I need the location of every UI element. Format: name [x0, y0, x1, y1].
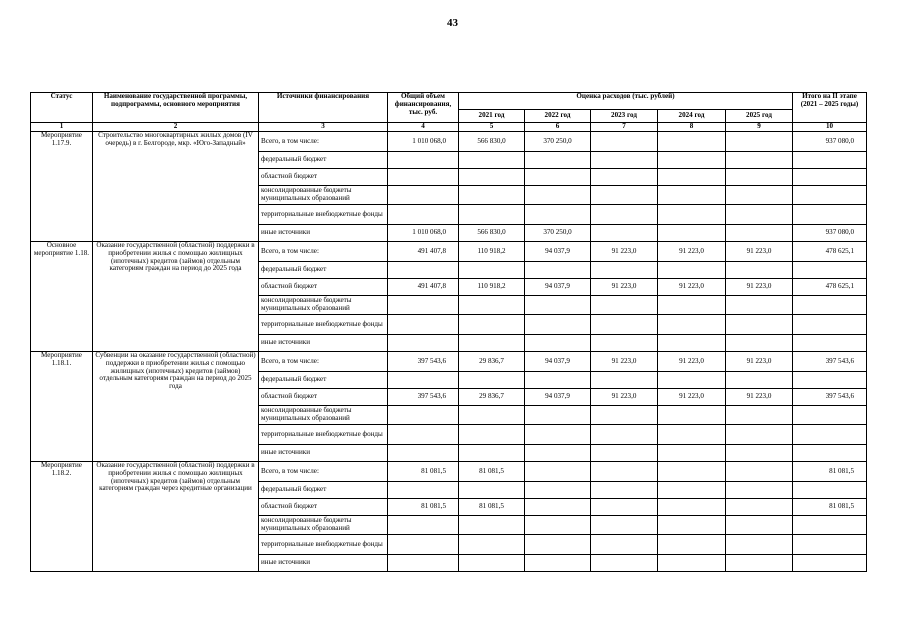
value-cell [726, 335, 793, 352]
value-cell [525, 335, 591, 352]
value-cell [658, 132, 726, 152]
value-cell: 91 223,0 [726, 352, 793, 372]
value-cell [591, 516, 658, 535]
value-cell: 370 250,0 [525, 225, 591, 242]
value-cell [726, 425, 793, 445]
value-cell [525, 499, 591, 516]
header-year-2025: 2025 год [726, 110, 793, 123]
value-cell: 94 037,9 [525, 242, 591, 262]
value-cell: 91 223,0 [726, 279, 793, 296]
value-cell: 478 625,1 [793, 279, 867, 296]
value-cell: 937 080,0 [793, 132, 867, 152]
source-cell: федеральный бюджет [259, 372, 388, 389]
value-cell [726, 152, 793, 169]
value-cell: 91 223,0 [658, 352, 726, 372]
source-cell: консолидированные бюджеты муниципальных образований [259, 516, 388, 535]
value-cell: 491 407,8 [388, 279, 459, 296]
value-cell: 91 223,0 [658, 242, 726, 262]
source-cell: территориальные внебюджетные фонды [259, 205, 388, 225]
header-total-volume: Общий объем финансирования, тыс. руб. [388, 93, 459, 123]
value-cell [726, 445, 793, 462]
table-body [31, 132, 867, 572]
value-cell [591, 186, 658, 205]
value-cell [388, 425, 459, 445]
value-cell [658, 169, 726, 186]
header-year-2021: 2021 год [459, 110, 525, 123]
value-cell [658, 296, 726, 315]
value-cell: 91 223,0 [591, 242, 658, 262]
value-cell [388, 262, 459, 279]
value-cell [591, 152, 658, 169]
column-number: 2 [93, 123, 259, 132]
value-cell: 397 543,6 [793, 389, 867, 406]
source-cell: областной бюджет [259, 499, 388, 516]
value-cell [591, 462, 658, 482]
value-cell: 94 037,9 [525, 389, 591, 406]
column-number: 7 [591, 123, 658, 132]
value-cell: 91 223,0 [591, 352, 658, 372]
value-cell [793, 335, 867, 352]
status-cell: Мероприятие 1.17.9. [31, 132, 93, 242]
table-row [31, 132, 867, 152]
value-cell [726, 132, 793, 152]
status-cell: Мероприятие 1.18.2. [31, 462, 93, 572]
value-cell [459, 445, 525, 462]
value-cell [388, 445, 459, 462]
value-cell [726, 555, 793, 572]
source-cell: областной бюджет [259, 389, 388, 406]
value-cell: 397 543,6 [388, 389, 459, 406]
value-cell [591, 296, 658, 315]
value-cell [525, 462, 591, 482]
value-cell [388, 315, 459, 335]
column-number: 5 [459, 123, 525, 132]
value-cell [793, 482, 867, 499]
value-cell [793, 186, 867, 205]
header-name: Наименование государственной программы, подпрограммы, основного мероприятия [93, 93, 259, 123]
table-row [31, 242, 867, 262]
value-cell [726, 372, 793, 389]
value-cell [658, 186, 726, 205]
value-cell [793, 516, 867, 535]
column-number: 4 [388, 123, 459, 132]
value-cell [658, 425, 726, 445]
value-cell [591, 372, 658, 389]
value-cell [388, 205, 459, 225]
value-cell [726, 535, 793, 555]
source-cell: федеральный бюджет [259, 262, 388, 279]
value-cell: 81 081,5 [388, 462, 459, 482]
value-cell [793, 372, 867, 389]
value-cell [793, 296, 867, 315]
value-cell [591, 132, 658, 152]
value-cell [591, 555, 658, 572]
value-cell [658, 499, 726, 516]
value-cell [726, 315, 793, 335]
value-cell [459, 315, 525, 335]
source-cell: Всего, в том числе: [259, 462, 388, 482]
value-cell [388, 516, 459, 535]
name-cell: Оказание государственной (областной) поддержки в приобретении жилья с помощью жилищных (ипотечных) кредитов (займов) отдельным категориям граждан через кредитные организации [93, 462, 259, 572]
column-number: 3 [259, 123, 388, 132]
value-cell [658, 152, 726, 169]
table-row [31, 352, 867, 372]
source-cell: территориальные внебюджетные фонды [259, 535, 388, 555]
value-cell [388, 406, 459, 425]
value-cell [726, 186, 793, 205]
value-cell [658, 315, 726, 335]
value-cell [591, 205, 658, 225]
value-cell: 937 080,0 [793, 225, 867, 242]
value-cell: 81 081,5 [388, 499, 459, 516]
value-cell [658, 406, 726, 425]
value-cell [726, 406, 793, 425]
value-cell [591, 425, 658, 445]
value-cell [388, 296, 459, 315]
column-number: 8 [658, 123, 726, 132]
name-cell: Строительство многоквартирных жилых домов (IV очередь) в г. Белгороде, мкр. «Юго-Западный» [93, 132, 259, 242]
value-cell [525, 516, 591, 535]
source-cell: Всего, в том числе: [259, 352, 388, 372]
value-cell [459, 205, 525, 225]
value-cell [658, 205, 726, 225]
status-cell: Мероприятие 1.18.1. [31, 352, 93, 462]
value-cell: 397 543,6 [793, 352, 867, 372]
value-cell [658, 262, 726, 279]
value-cell [388, 186, 459, 205]
value-cell: 94 037,9 [525, 352, 591, 372]
value-cell [525, 205, 591, 225]
value-cell [388, 482, 459, 499]
header-source: Источники финансирования [259, 93, 388, 123]
column-number: 9 [726, 123, 793, 132]
value-cell [591, 169, 658, 186]
value-cell [525, 315, 591, 335]
value-cell [525, 169, 591, 186]
value-cell [793, 445, 867, 462]
value-cell [726, 499, 793, 516]
column-number: 1 [31, 123, 93, 132]
header-year-2022: 2022 год [525, 110, 591, 123]
value-cell [793, 152, 867, 169]
source-cell: территориальные внебюджетные фонды [259, 315, 388, 335]
value-cell [726, 262, 793, 279]
value-cell: 91 223,0 [658, 389, 726, 406]
value-cell [525, 555, 591, 572]
page-number: 43 [447, 17, 458, 29]
value-cell [591, 225, 658, 242]
header-year-2023: 2023 год [591, 110, 658, 123]
value-cell [793, 425, 867, 445]
source-cell: консолидированные бюджеты муниципальных образований [259, 406, 388, 425]
source-cell: иные источники [259, 335, 388, 352]
value-cell [388, 152, 459, 169]
value-cell: 81 081,5 [793, 499, 867, 516]
value-cell [591, 535, 658, 555]
source-cell: Всего, в том числе: [259, 242, 388, 262]
value-cell [525, 425, 591, 445]
value-cell [726, 516, 793, 535]
value-cell [658, 445, 726, 462]
status-cell: Основное мероприятие 1.18. [31, 242, 93, 352]
value-cell: 110 918,2 [459, 279, 525, 296]
header-itogo: Итого на II этапе (2021 – 2025 годы) [793, 93, 867, 123]
value-cell [726, 296, 793, 315]
value-cell [658, 225, 726, 242]
value-cell [658, 335, 726, 352]
value-cell [525, 152, 591, 169]
value-cell [793, 205, 867, 225]
value-cell [525, 372, 591, 389]
header-status: Статус [31, 93, 93, 123]
value-cell: 91 223,0 [726, 389, 793, 406]
value-cell [793, 555, 867, 572]
value-cell [525, 482, 591, 499]
value-cell: 91 223,0 [726, 242, 793, 262]
value-cell: 397 543,6 [388, 352, 459, 372]
value-cell [726, 462, 793, 482]
value-cell: 478 625,1 [793, 242, 867, 262]
source-cell: территориальные внебюджетные фонды [259, 425, 388, 445]
value-cell [459, 296, 525, 315]
value-cell [525, 296, 591, 315]
source-cell: Всего, в том числе: [259, 132, 388, 152]
value-cell: 370 250,0 [525, 132, 591, 152]
value-cell [591, 406, 658, 425]
value-cell [525, 262, 591, 279]
name-cell: Оказание государственной (областной) поддержки в приобретении жилья с помощью жилищных (ипотечных) кредитов (займов) отдельным категориям граждан на период до 2025 года [93, 242, 259, 352]
source-cell: иные источники [259, 225, 388, 242]
value-cell: 491 407,8 [388, 242, 459, 262]
value-cell [388, 335, 459, 352]
value-cell: 81 081,5 [793, 462, 867, 482]
value-cell [726, 205, 793, 225]
value-cell [658, 482, 726, 499]
value-cell: 91 223,0 [658, 279, 726, 296]
value-cell [525, 445, 591, 462]
value-cell [658, 516, 726, 535]
value-cell [591, 499, 658, 516]
header-estimate: Оценка расходов (тыс. рублей) [459, 93, 793, 110]
source-cell: областной бюджет [259, 279, 388, 296]
value-cell [793, 406, 867, 425]
source-cell: консолидированные бюджеты муниципальных образований [259, 186, 388, 205]
value-cell [793, 535, 867, 555]
value-cell [591, 482, 658, 499]
value-cell: 91 223,0 [591, 389, 658, 406]
value-cell [525, 406, 591, 425]
source-cell: областной бюджет [259, 169, 388, 186]
value-cell: 29 836,7 [459, 389, 525, 406]
value-cell [793, 262, 867, 279]
value-cell [459, 555, 525, 572]
value-cell: 110 918,2 [459, 242, 525, 262]
value-cell [726, 225, 793, 242]
header-year-2024: 2024 год [658, 110, 726, 123]
value-cell [591, 315, 658, 335]
value-cell [459, 169, 525, 186]
value-cell [388, 372, 459, 389]
value-cell [459, 406, 525, 425]
value-cell [388, 169, 459, 186]
source-cell: консолидированные бюджеты муниципальных образований [259, 296, 388, 315]
value-cell [459, 482, 525, 499]
value-cell [459, 335, 525, 352]
value-cell [658, 372, 726, 389]
value-cell [591, 262, 658, 279]
source-cell: федеральный бюджет [259, 152, 388, 169]
column-number: 10 [793, 123, 867, 132]
value-cell [726, 169, 793, 186]
value-cell [459, 152, 525, 169]
source-cell: иные источники [259, 555, 388, 572]
value-cell: 81 081,5 [459, 462, 525, 482]
source-cell: федеральный бюджет [259, 482, 388, 499]
value-cell [591, 335, 658, 352]
value-cell: 29 836,7 [459, 352, 525, 372]
name-cell: Субвенции на оказание государственной (областной) поддержки в приобретении жилья с помощью жилищных (ипотечных) кредитов (займов) отдельным категориям граждан на период до 2025 года [93, 352, 259, 462]
value-cell: 1 010 068,0 [388, 132, 459, 152]
value-cell: 566 830,0 [459, 225, 525, 242]
financing-table [30, 92, 867, 572]
value-cell [658, 462, 726, 482]
value-cell: 94 037,9 [525, 279, 591, 296]
value-cell: 81 081,5 [459, 499, 525, 516]
value-cell [459, 535, 525, 555]
source-cell: иные источники [259, 445, 388, 462]
column-number: 6 [525, 123, 591, 132]
value-cell [658, 555, 726, 572]
value-cell [726, 482, 793, 499]
value-cell: 566 830,0 [459, 132, 525, 152]
value-cell [793, 169, 867, 186]
value-cell: 91 223,0 [591, 279, 658, 296]
table-row [31, 462, 867, 482]
value-cell [459, 516, 525, 535]
value-cell [591, 445, 658, 462]
value-cell [525, 535, 591, 555]
value-cell [459, 372, 525, 389]
value-cell [459, 186, 525, 205]
value-cell [388, 535, 459, 555]
value-cell [459, 425, 525, 445]
value-cell [658, 535, 726, 555]
value-cell [388, 555, 459, 572]
value-cell [525, 186, 591, 205]
value-cell [459, 262, 525, 279]
value-cell: 1 010 068,0 [388, 225, 459, 242]
value-cell [793, 315, 867, 335]
